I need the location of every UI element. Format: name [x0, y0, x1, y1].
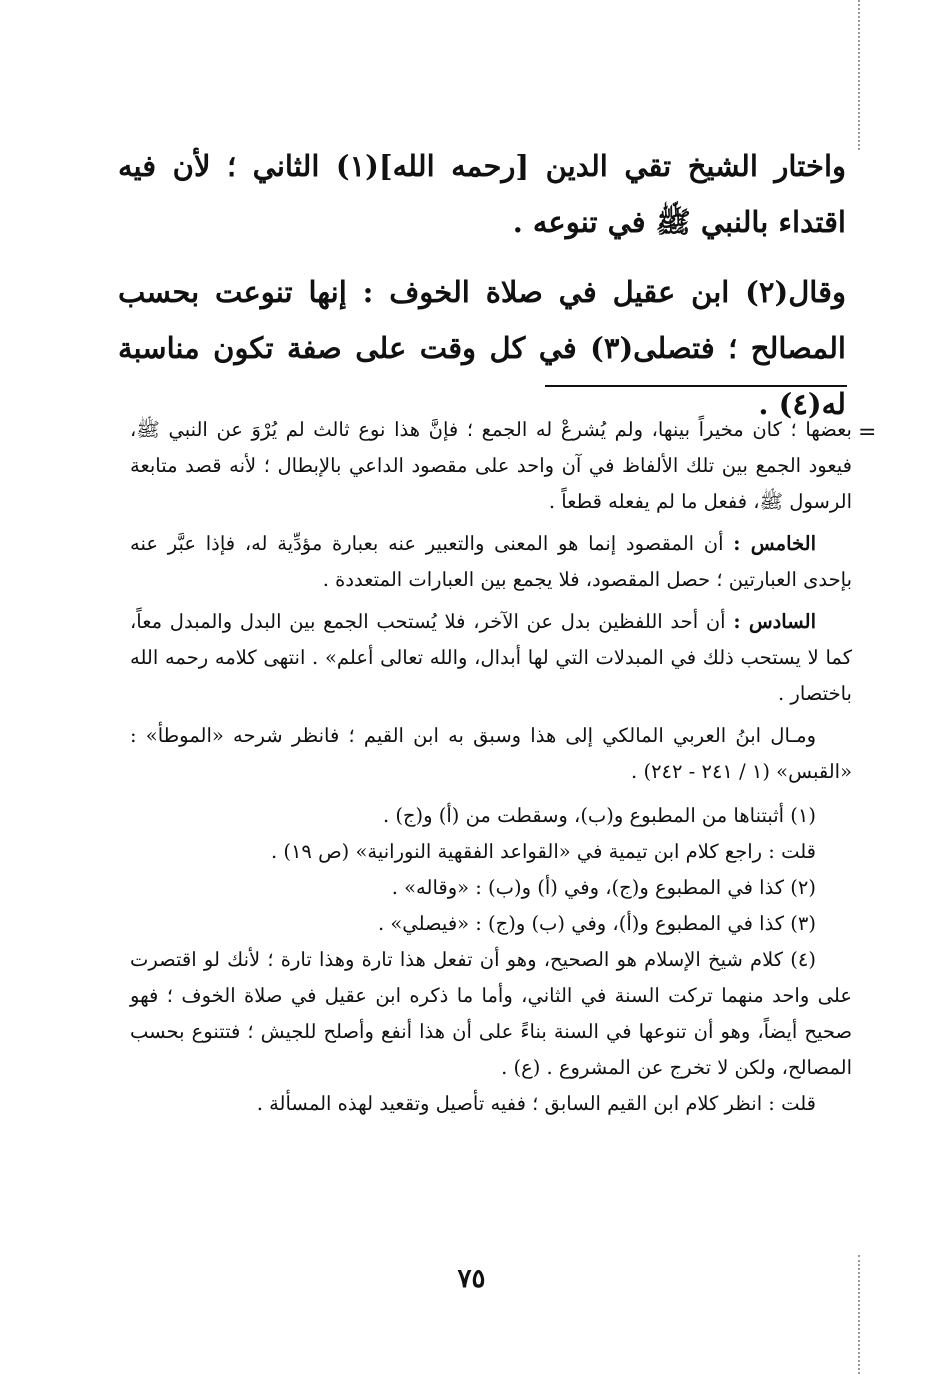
footnote-2: (٢) كذا في المطبوع و(ج)، وفي (أ) و(ب) : «وقاله» .	[391, 876, 816, 899]
footnote-4-comment: قلت : انظر كلام ابن القيم السابق ؛ ففيه تأصيل وتقعيد لهذه المسألة .	[256, 1092, 816, 1115]
main-text-block	[118, 138, 846, 432]
page-edge-dots-top	[858, 0, 860, 150]
sixth-point-heading: السادس :	[733, 610, 816, 633]
fifth-point-heading: الخامس :	[733, 532, 816, 555]
footnote-separator	[545, 385, 847, 387]
main-paragraph-2: وقال(٢) ابن عقيل في صلاة الخوف : إنها تنوعت بحسب المصالح ؛ فتصلى(٣) في كل وقت على صفة تكون مناسبة له(٤) .	[118, 275, 846, 421]
main-paragraph-1: واختار الشيخ تقي الدين [رحمه الله](١) الثاني ؛ لأن فيه اقتداء بالنبي ﷺ في تنوعه .	[118, 149, 847, 239]
footnote-4: (٤) كلام شيخ الإسلام هو الصحيح، وهو أن تفعل هذا تارة وهذا تارة ؛ لأنك لو اقتصرت على واحد منهما تركت السنة في الثاني، وأما ما ذكره ابن عقيل في صلاة الخوف ؛ فهو صحيح أيضاً، وهو أن تنوعها في السنة بناءً على أن هذا أنفع وأصلح للجيش ؛ فتتنوع بحسب المصالح، ولكن لا تخرج عن المشروع . (ع) .	[130, 948, 852, 1079]
sixth-point-text: أن أحد اللفظين بدل عن الآخر، فلا يُستحب الجمع بين البدل والمبدل معاً، كما لا يستحب ذلك في المبدلات التي لها أبدال، والله تعالى أعلم» . انتهى كلامه رحمه الله باختصار .	[130, 610, 852, 705]
footnote-fifth-point	[130, 526, 852, 598]
footnote-1-comment: قلت : راجع كلام ابن تيمية في «القواعد الفقهية النورانية» (ص ١٩) .	[270, 840, 816, 863]
footnote-continuation-mark: =	[858, 420, 877, 445]
footnote-continued-text: بعضها ؛ كان مخيراً بينها، ولم يُشرعْ له الجمع ؛ فإنَّ هذا نوع ثالث لم يُرْوَ عن النبي ﷺ، فيعود الجمع بين تلك الألفاظ في آن واحد على مقصود الداعي بالإبطال ؛ لأنه قصد متابعة الرسول ﷺ، ففعل ما لم يفعله قطعاً .	[130, 418, 852, 513]
footnote-3: (٣) كذا في المطبوع و(أ)، وفي (ب) و(ج) : «فيصلي» .	[377, 912, 816, 935]
page-number: ٧٥	[457, 1264, 486, 1294]
footnote-ibn-arabi: ومـال ابنُ العربي المالكي إلى هذا وسبق به ابن القيم ؛ فانظر شرحه «الموطأ» : «القبس» (١ / ٢٤١ - ٢٤٢) .	[130, 724, 852, 783]
footnote-1: (١) أثبتناها من المطبوع و(ب)، وسقطت من (أ) و(ج) .	[382, 804, 816, 827]
footnote-sixth-point	[130, 604, 852, 712]
footnotes-block	[130, 412, 852, 1122]
fifth-point-text: أن المقصود إنما هو المعنى والتعبير عنه بعبارة مؤدِّية له، فإذا عبَّر عنه بإحدى العبارتين ؛ حصل المقصود، فلا يجمع بين العبارات المتعددة .	[130, 532, 852, 591]
